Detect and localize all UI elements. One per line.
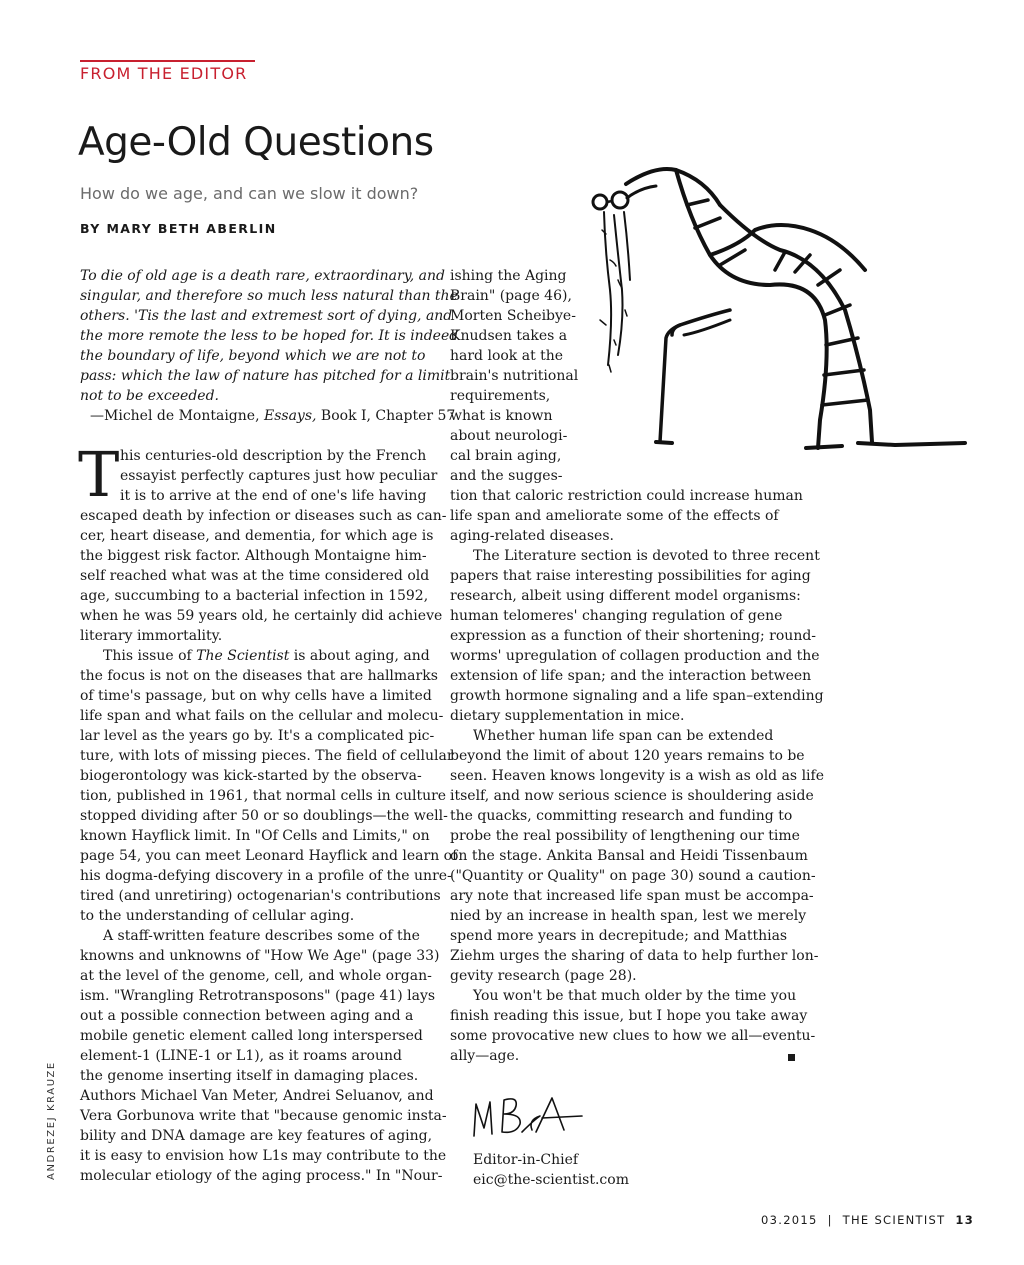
footer-publication: THE SCIENTIST	[842, 1213, 946, 1227]
page-number: 13	[955, 1213, 975, 1227]
body-line: Authors Michael Van Meter, Andrei Seluanov, and	[80, 1088, 434, 1104]
body-line: self reached what was at the time considered old	[80, 568, 430, 584]
body-line: Brain" (page 46),	[450, 288, 572, 304]
body-line: knowns and unknowns of "How We Age" (page 33)	[80, 948, 440, 964]
epigraph-line: singular, and therefore so much less natural than the	[80, 288, 458, 304]
body-line: tired (and unretiring) octogenarian's contributions	[80, 888, 441, 904]
body-line: Whether human life span can be extended	[473, 728, 774, 744]
body-line: nied by an increase in health span, lest we merely	[450, 908, 807, 924]
signature-email: eic@the-scientist.com	[473, 1172, 629, 1188]
body-line: stopped dividing after 50 or so doublings—the well-	[80, 808, 448, 824]
body-line: known Hayflick limit. In "Of Cells and Limits," on	[80, 828, 430, 844]
body-line: essayist perfectly captures just how peculiar	[120, 468, 438, 484]
body-line: itself, and now serious science is shouldering aside	[450, 788, 814, 804]
body-line: what is known	[450, 408, 553, 424]
body-line: research, albeit using different model organisms:	[450, 588, 801, 604]
body-line: ism. "Wrangling Retrotransposons" (page 41) lays	[80, 988, 436, 1004]
epigraph-line: pass: which the law of nature has pitched for a limit	[80, 368, 451, 384]
body-line: and the sugges-	[450, 468, 563, 484]
body-line: beyond the limit of about 120 years remains to be	[450, 748, 805, 764]
body-line: cal brain aging,	[450, 448, 562, 464]
body-line: Knudsen takes a	[450, 328, 568, 344]
drop-cap: T	[78, 438, 120, 511]
body-line: at the level of the genome, cell, and whole organ-	[80, 968, 432, 984]
body-line: the focus is not on the diseases that are hallmarks	[80, 668, 438, 684]
body-line: mobile genetic element called long interspersed	[80, 1028, 423, 1044]
body-line: worms' upregulation of collagen production and the	[450, 648, 820, 664]
body-line: This issue of The Scientist is about aging, and	[103, 648, 430, 664]
body-line: gevity research (page 28).	[450, 968, 637, 984]
body-line: Ziehm urges the sharing of data to help further lon-	[450, 948, 819, 964]
body-line: expression as a function of their shortening; round-	[450, 628, 817, 644]
body-line: papers that raise interesting possibilities for aging	[450, 568, 811, 584]
byline: BY MARY BETH ABERLIN	[80, 221, 277, 236]
body-line: the quacks, committing research and funding to	[450, 808, 793, 824]
page-title: Age-Old Questions	[78, 120, 434, 165]
epigraph-line: not to be exceeded.	[80, 388, 219, 404]
body-line: Vera Gorbunova write that "because genomic insta-	[80, 1108, 447, 1124]
illustration-credit: ANDREZEJ KRAUZE	[46, 1061, 57, 1180]
body-line: literary immortality.	[80, 628, 223, 644]
body-line: ally—age.	[450, 1048, 520, 1064]
signature-title: Editor-in-Chief	[473, 1152, 579, 1168]
body-line: life span and what fails on the cellular and molecu-	[80, 708, 444, 724]
page-footer: 03.2015 | THE SCIENTIST 13	[761, 1213, 975, 1227]
body-line: his dogma-defying discovery in a profile of the unre-	[80, 868, 452, 884]
handwritten-signature	[470, 1092, 590, 1142]
body-line: seen. Heaven knows longevity is a wish as old as life	[450, 768, 824, 784]
epigraph-line: others. 'Tis the last and extremest sort of dying, and	[80, 308, 453, 324]
body-line: spend more years in decrepitude; and Matthias	[450, 928, 788, 944]
body-line: his centuries-old description by the French	[120, 448, 427, 464]
body-line: life span and ameliorate some of the effects of	[450, 508, 779, 524]
epigraph-line: To die of old age is a death rare, extraordinary, and	[80, 268, 445, 284]
body-line: cer, heart disease, and dementia, for which age is	[80, 528, 434, 544]
body-line: finish reading this issue, but I hope you take away	[450, 1008, 808, 1024]
section-label: FROM THE EDITOR	[80, 64, 248, 83]
subtitle: How do we age, and can we slow it down?	[80, 184, 419, 203]
body-line: tion, published in 1961, that normal cells in culture	[80, 788, 447, 804]
body-line: out a possible connection between aging and a	[80, 1008, 414, 1024]
body-line: age, succumbing to a bacterial infection in 1592,	[80, 588, 429, 604]
body-line: lar level as the years go by. It's a complicated pic-	[80, 728, 435, 744]
footer-date: 03.2015	[761, 1213, 818, 1227]
body-line: it is to arrive at the end of one's life having	[120, 488, 427, 504]
body-line: probe the real possibility of lengthening our time	[450, 828, 800, 844]
body-line: it is easy to envision how L1s may contribute to the	[80, 1148, 447, 1164]
body-line: some provocative new clues to how we all—eventu-	[450, 1028, 816, 1044]
body-line: escaped death by infection or diseases such as can-	[80, 508, 447, 524]
body-line: page 54, you can meet Leonard Hayflick and learn of	[80, 848, 458, 864]
body-line: aging-related diseases.	[450, 528, 614, 544]
body-line: molecular etiology of the aging process." In "Nour-	[80, 1168, 443, 1184]
body-line: tion that caloric restriction could increase human	[450, 488, 803, 504]
body-line: when he was 59 years old, he certainly did achieve	[80, 608, 443, 624]
end-mark	[788, 1054, 795, 1061]
body-line: biogerontology was kick-started by the observa-	[80, 768, 422, 784]
section-rule	[80, 60, 255, 62]
body-line: element-1 (LINE-1 or L1), as it roams around	[80, 1048, 402, 1064]
epigraph-line: the more remote the less to be hoped for. It is indeed	[80, 328, 459, 344]
body-line: You won't be that much older by the time you	[473, 988, 797, 1004]
body-line: to the understanding of cellular aging.	[80, 908, 355, 924]
body-line: Morten Scheibye-	[450, 308, 576, 324]
body-line: of time's passage, but on why cells have a limited	[80, 688, 432, 704]
body-line: ture, with lots of missing pieces. The field of cellular	[80, 748, 454, 764]
body-line: requirements,	[450, 388, 551, 404]
body-line: the biggest risk factor. Although Montaigne him-	[80, 548, 427, 564]
body-line: extension of life span; and the interaction between	[450, 668, 812, 684]
body-line: dietary supplementation in mice.	[450, 708, 685, 724]
body-line: human telomeres' changing regulation of gene	[450, 608, 783, 624]
body-line: on the stage. Ankita Bansal and Heidi Tissenbaum	[450, 848, 808, 864]
body-line: A staff-written feature describes some of the	[103, 928, 420, 944]
body-line: The Literature section is devoted to three recent	[473, 548, 820, 564]
body-line: hard look at the	[450, 348, 564, 364]
body-line: ("Quantity or Quality" on page 30) sound a caution-	[450, 868, 816, 884]
epigraph-attribution: —Michel de Montaigne, Essays, Book I, Chapter 57	[90, 408, 456, 424]
dna-old-man-illustration	[580, 160, 970, 460]
body-line: brain's nutritional	[450, 368, 579, 384]
body-line: growth hormone signaling and a life span–extending	[450, 688, 824, 704]
body-line: ishing the Aging	[450, 268, 567, 284]
body-line: the genome inserting itself in damaging places.	[80, 1068, 419, 1084]
epigraph-line: the boundary of life, beyond which we are not to	[80, 348, 426, 364]
body-line: bility and DNA damage are key features of aging,	[80, 1128, 433, 1144]
body-line: ary note that increased life span must be accompa-	[450, 888, 814, 904]
body-line: about neurologi-	[450, 428, 568, 444]
